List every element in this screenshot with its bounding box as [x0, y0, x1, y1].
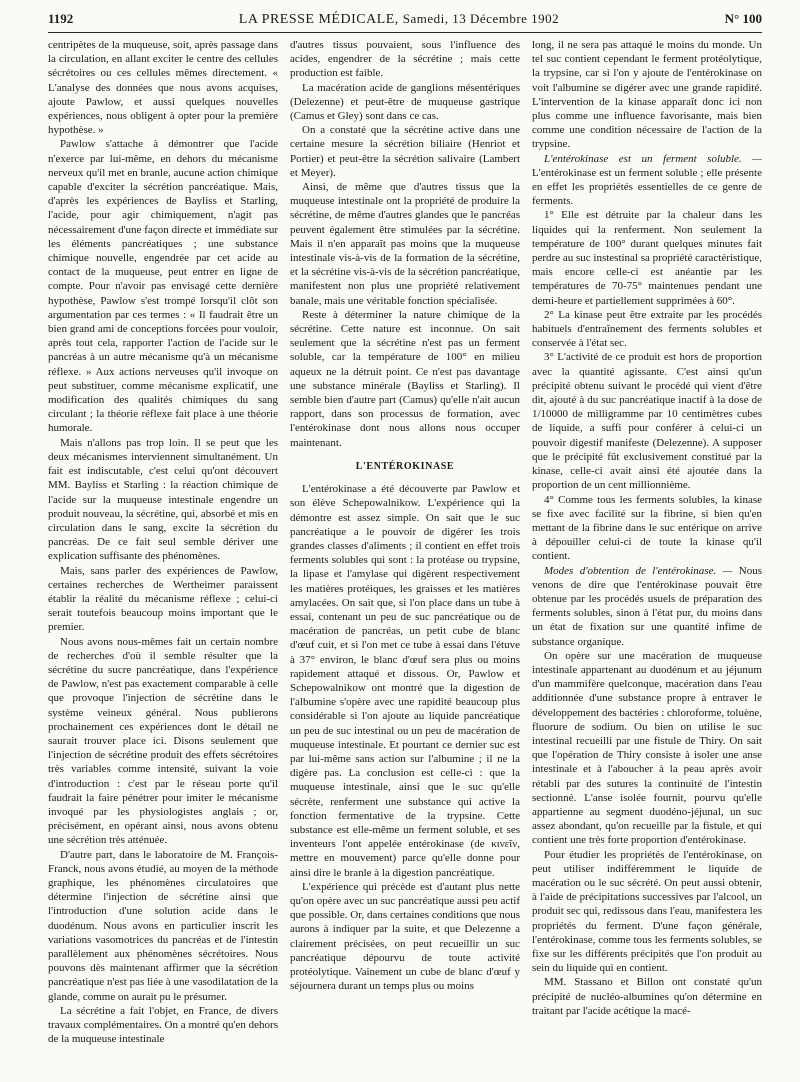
column-3 — [532, 38, 762, 1074]
issue-number: N° 100 — [724, 11, 762, 26]
text-columns — [48, 38, 762, 1074]
paragraph: La macération acide de ganglions mésentériques (Delezenne) et peut-être de muqueuse gastrique (Camus et Gley) sont dans ce cas. — [290, 81, 520, 123]
subsection-title: Modes d'obtention de l'entérokinase. — — [544, 564, 733, 577]
running-title — [239, 11, 559, 28]
paragraph-text: L'entérokinase est un ferment soluble ; elle présente en effet les propriétés essentielles de ce genre de ferments. — [532, 166, 762, 208]
page-header — [48, 6, 762, 33]
paragraph: MM. Stassano et Billon ont constaté qu'un précipité de nucléo-albumines qu'on détermine en traitant par l'acide acétique la macé- — [532, 976, 762, 1017]
paragraph: 3° L'activité de ce produit est hors de proportion avec la quantité agissante. C'est ainsi qu'un précipité obtenu suivant le procédé qui vient d'être dit, ajouté à du suc pancréatique inactif à la dose de 1/10000 de milligramme par 10 centimètres cubes de liquide, a suffi pour conférer à celui-ci un pouvoir digestif manifeste (Delezenne). A supposer que le précipité fût exclusivement constitué par la kinase, celle-ci avait ainsi été ajoutée dans la proportion de un cent millionnième. — [532, 351, 762, 492]
column-1 — [48, 38, 278, 1074]
paragraph: Pour étudier les propriétés de l'entérokinase, on peut utiliser indifféremment le liquide de macération ou le suc sécrété. On peut aussi obtenir, à l'aide de précipitations successives par l'alcool, un produit sec qui, redissous dans l'eau, manifestera les propriétés du ferment. D'une façon générale, l'entérokinase, comme tous les ferments solubles, se fixe sur les différents précipités que l'on produit au sein du liquide qui en contient. — [532, 848, 762, 975]
journal-name: LA PRESSE MÉDICALE, — [238, 11, 399, 27]
paragraph: Mais, sans parler des expériences de Pawlow, certaines recherches de Wertheimer paraissent établir la réalité du mécanisme réflexe ; celui-ci serait toutefois beaucoup moins important que le premier. — [48, 564, 278, 634]
paragraph-text: Nous venons de dire que l'entérokinase pouvait être obtenue par les procédés usuels de préparation des ferments solubles, sinon à l'état pur, du moins dans un état de fixation sur une quantité infime de substance organique. — [532, 564, 762, 648]
paragraph: d'autres tissus pouvaient, sous l'influence des acides, engendrer de la sécrétine ; mais cette production est faible. — [290, 39, 520, 80]
paragraph: long, il ne sera pas attaqué le moins du monde. Un tel suc contient cependant le ferment protéolytique, la trypsine, car si l'on y ajoute de l'entérokinase on voit l'albumine se digérer avec une grande rapidité. L'intervention de la kinase apparaît donc ici non plus comme une influence favorisante, mais bien comme une condition nécessaire de l'action de la trypsine. — [532, 39, 762, 151]
column-2 — [290, 38, 520, 1074]
paragraph: centripètes de la muqueuse, soit, après passage dans la circulation, en allant exciter le centre des cellules sécrétoires ou ces cellules mêmes directement. « L'analyse des données que nous avons acquises, ajoute Pawlow, et aussi quelques nouvelles expériences, nous obligent à opter pour la première hypothèse. » — [48, 39, 278, 137]
paragraph: Reste à déterminer la nature chimique de la sécrétine. Cette nature est inconnue. On sait seulement que la sécrétine n'est pas un ferment soluble, car la température de 100° en milieu aqueux ne la détruit point. Ce n'est pas davantage une substance minérale (Bayliss et Starling). Il semble bien d'autre part (Camus) qu'elle n'ait aucun rapport, dans son processus de formation, avec l'entérokinase dont nous allons nous occuper maintenant. — [290, 308, 520, 449]
paragraph: Ainsi, de même que d'autres tissus que la muqueuse intestinale ont la propriété de produire la sécrétine, de même d'autres glandes que le pancréas peuvent également être stimulées par la sécrétine. Mais il n'en apparaît pas moins que la muqueuse intestinale vis-à-vis de la formation de la sécrétine, et la sécrétine vis-à-vis de la sécrétion pancréatique, manifestent non plus une propriété relativement banale, mais une véritable fonction spécialisée. — [290, 181, 520, 307]
paragraph: 1° Elle est détruite par la chaleur dans les liquides qui la renferment. Non seulement la température de 100° durant quelques minutes fait perdre au suc instestinal sa propriété caractéristique, mais encore celle-ci est anéantie par les températures de 70-75° maintenues pendant une demi-heure et partiellement supprimées à 60°. — [532, 209, 762, 307]
subsection-title: L'entérokinase est un ferment soluble. — — [544, 152, 762, 165]
paragraph: L'expérience qui précède est d'autant plus nette qu'on opère avec un suc pancréatique aussi peu actif que possible. Or, dans certaines conditions que nous aurons à indiquer par la suite, et que Delezenne a clairement précisées, on peut recueillir un suc pancréatique dépourvu de toute activité protéolytique. Vainement un cube de blanc d'œuf y séjournera durant un temps plus ou moins — [290, 880, 520, 993]
subsection-paragraph — [532, 152, 762, 209]
paragraph: Pawlow s'attache à démontrer que l'acide n'exerce par lui-même, en dehors du mécanisme nerveux qu'il met en branle, aucune action chimique capable d'exciter la sécrétion pancréatique. Mais, d'après les expériences de Bayliss et Starling, l'acide, pour agir chimiquement, n'agit pas nécessairement d'une façon directe et immédiate sur les éléments pancréatiques ; une substance chimique nouvelle, engendrée par cet acide au contact de la muqueuse, peut entrer en ligne de compte. Pour n'avoir pas envisagé cette dernière hypothèse, Pawlow s'est trompé lorsqu'il clôt son argumentation par ces termes : « Il faudrait être un bien grand ami de conceptions forcées pour vouloir, après tout cela, rapporter l'action de l'acide sur le pancréas à un autre mécanisme qu'à un mécanisme réflexe. » Aux actions nerveuses qu'il invoque on peut substituer, comme mécanisme explicatif, une modification des qualités chimiques du sang circulant ; la théorie réflexe fait place à une théorie humorale. — [48, 138, 278, 435]
page-number: 1192 — [48, 11, 74, 26]
paragraph: D'autre part, dans le laboratoire de M. François-Franck, nous avons étudié, au moyen de la méthode graphique, les phénomènes circulatoires que détermine l'injection de sécrétine ainsi que l'introduction d'une solution acide dans le duodénum. Nous avons en particulier inscrit les variations vasomotrices du pancréas et de l'intestin parallèlement aux phénomènes sécrétoires. Nous pouvons dès maintenant affirmer que la sécrétion pancréatique n'est pas liée à une vasodilatation de la glande, comme on aurait pu le présumer. — [48, 848, 278, 1003]
paragraph: La sécrétine a fait l'objet, en France, de divers travaux complémentaires. On a montré qu'en dehors de la muqueuse intestinale — [48, 1004, 278, 1046]
paragraph: 4° Comme tous les ferments solubles, la kinase se fixe avec facilité sur la fibrine, si bien qu'en mettant de la fibrine dans le suc entérique on arrive à dépouiller celui-ci de toute la kinase qu'il contient. — [532, 493, 762, 563]
paragraph: On opère sur une macération de muqueuse intestinale appartenant au duodénum et au jéjunum d'un mammifère quelconque, macération dans l'eau additionnée d'une substance propre à entraver le développement des bactéries : chloroforme, toluène, fluorure de sodium. Ou bien on utilise le suc intestinal recueilli par une fistule de Thiry. On sait que l'opération de Thiry consiste à isoler une anse intestinale et à l'aboucher à la peau après avoir rétabli par des sutures la continuité de l'intestin sectionné. L'anse isolée fournit, pourvu qu'elle appartienne au segment duodéno-jéjunal, un suc assez abondant, qu'on recueille par la fistule, et qui contient une très forte proportion d'entérokinase. — [532, 649, 762, 847]
issue-date: Samedi, 13 Décembre 1902 — [402, 10, 560, 26]
section-heading: L'ENTÉROKINASE — [355, 460, 455, 472]
paragraph: L'entérokinase a été découverte par Pawlow et son élève Schepowalnikow. L'expérience qui la démontre est assez simple. On sait que le suc pancréatique a le pouvoir de digérer les trois grandes classes d'aliments ; il contient en effet trois ferments solubles qui sont : la protéase ou trypsine, la lipase et l'amylase qui digèrent respectivement les matières protéiques, les graisses et les matières amylacées. On sait que, si l'on place dans un tube à essai, contenant un peu de suc pancréatique ou de macération de pancréas, un petit cube de blanc d'œuf cuit, et si l'on met ce tube à essai dans l'étuve à 37° environ, le blanc d'œuf sera plus ou moins rapidement attaqué et dissous. Or, Pawlow et Schepowalnikow ont montré que la digestion de l'albumine s'opère avec une rapidité beaucoup plus considérable si l'on ajoute au liquide pancréatique un peu de suc intestinal ou un peu de macération de muqueuse intestinale. Et pourtant ce dernier suc est par lui-même sans action sur l'albumine ; il ne la digère pas. La conclusion est celle-ci : que la muqueuse intestinale, ainsi que le suc qu'elle sécrète, renferment une substance qui active la fonction fermentative de la trypsine. Cette substance est elle-même un ferment soluble, et ses inventeurs l'ont appelée entérokinase (de κινεῖν, mettre en mouvement) parce qu'elle donne pour ainsi dire le branle à la digestion pancréatique. — [290, 483, 520, 879]
paragraph: On a constaté que la sécrétine active dans une certaine mesure la sécrétion biliaire (Henriot et Portier) et peut-être la sécrétion salivaire (Lambert et Meyer). — [290, 124, 520, 179]
subsection-paragraph — [532, 564, 762, 649]
paragraph: Nous avons nous-mêmes fait un certain nombre de recherches d'où il semble résulter que la sécrétine du sucre pancréatique, dans l'expérience de Pawlow, n'est pas exactement comparable à celle que provoque l'injection de sécrétine dans le système veineux général. Nous publierons prochainement ces expériences dont le détail ne saurait trouver place ici. Disons seulement que l'injection de sécrétine produit des effets sécrétoires très variables comme intensité, suivant la voie d'introduction : c'est par le réseau porte qu'il faudrait la faire pénétrer pour imiter le mécanisme invoqué par les physiologistes anglais ; or, précisément, en opérant ainsi, nous avons obtenu une sécrétion très atténuée. — [48, 635, 278, 847]
paragraph: 2° La kinase peut être extraite par les procédés habituels d'entraînement des ferments solubles et conservée à l'état sec. — [532, 308, 762, 350]
paragraph: Mais n'allons pas trop loin. Il se peut que les deux mécanismes interviennent simultanément. Un fait est indiscutable, c'est celui qu'ont découvert MM. Bayliss et Starling : la réaction chimique de l'acide sur la muqueuse intestinale engendre un produit nouveau, la sécrétine, qui, absorbé et mis en circulation dans le sang, excite la sécrétion du pancréas. De ce fait seul semble dériver une explication suffisante des phénomènes. — [48, 436, 278, 563]
